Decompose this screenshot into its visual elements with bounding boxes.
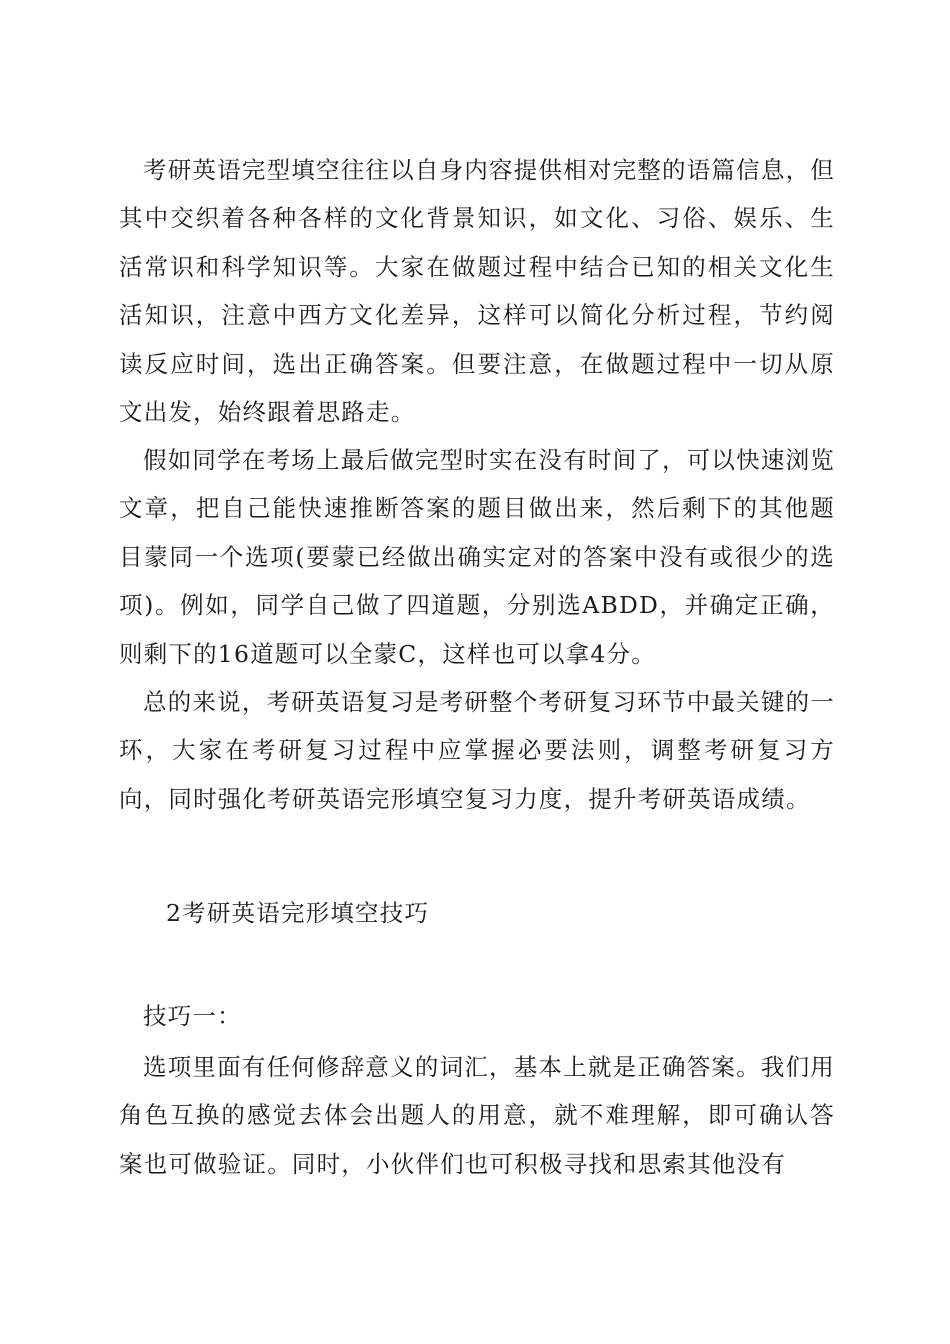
section-heading: 2考研英语完形填空技巧 xyxy=(166,899,430,927)
paragraph-summary: 总的来说，考研英语复习是考研整个考研复习环节中最关键的一环，大家在考研复习过程中应掌握必要法则，调整考研复习方向，同时强化考研英语完形填空复习力度，提升考研英语成绩。 xyxy=(119,688,835,813)
paragraph-time-strategy: 假如同学在考场上最后做完型时实在没有时间了，可以快速浏览文章，把自己能快速推断答案的题目做出来，然后剩下的其他题目蒙同一个选项(要蒙已经做出确实定对的答案中没有或很少的选项)。例如，同学自己做了四道题，分别选ABDD，并确定正确，则剩下的16道题可以全蒙C，这样也可以拿4分。 xyxy=(119,446,835,668)
paragraph-tip-one: 选项里面有任何修辞意义的词汇，基本上就是正确答案。我们用角色互换的感觉去体会出题人的用意，就不难理解，即可确认答案也可做验证。同时，小伙伴们也可积极寻找和思索其他没有 xyxy=(119,1053,835,1178)
tip-subheading: 技巧一： xyxy=(143,1002,242,1030)
paragraph-cultural-background: 考研英语完型填空往往以自身内容提供相对完整的语篇信息，但其中交织着各种各样的文化背景知识，如文化、习俗、娱乐、生活常识和科学知识等。大家在做题过程中结合已知的相关文化生活知识，注意中西方文化差异，这样可以简化分析过程，节约阅读反应时间，选出正确答案。但要注意，在做题过程中一切从原文出发，始终跟着思路走。 xyxy=(119,156,835,427)
